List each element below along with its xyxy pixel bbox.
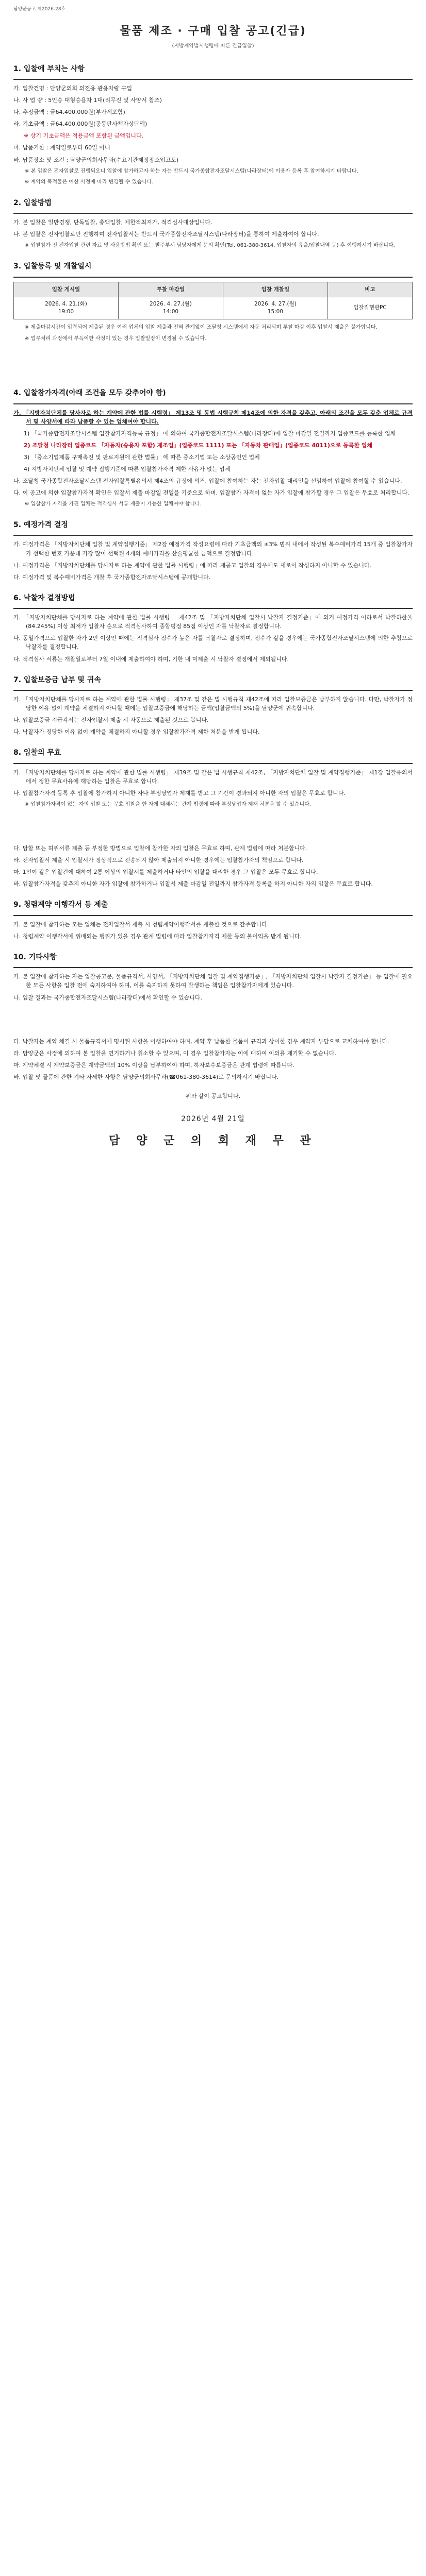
section-divider [13, 535, 413, 536]
notice-title: 물품 제조 · 구매 입찰 공고(긴급) [120, 24, 306, 38]
section-bid-method [13, 198, 413, 250]
section-heading: 1. 입찰에 부치는 사항 [13, 64, 85, 73]
paragraph: 가. 본 입찰에 참가하는 자는 입찰공고문, 물품규격서, 사양서, 「지방자치단체 입찰 및 계약집행기준」, 「지방자치단체 입찰시 낙찰자 결정기준」 등 입찰에 필요한 모든 사항을 입찰 전에 숙지하여야 하며, 이를 숙지하지 못하여 발생하는 책임은 입찰참가자에게 있습니다. [13, 973, 413, 989]
paragraph: 마. 납품기한 : 계약일로부터 60일 이내 [13, 144, 110, 151]
section-divider [13, 915, 413, 916]
paragraph: 가. 본 입찰에 참가하는 모든 업체는 전자입찰서 제출 시 청렴계약이행각서를 제출한 것으로 간주합니다. [13, 921, 269, 928]
section-divider [13, 967, 413, 968]
note: ※ 입찰참가 전 전자입찰 관련 자료 및 사용방법 확인 또는 발주부서 담당자에게 문의 확인(Tel. 061-380-3614, 입찰자의 유출/입찰내역 등) 후 이행하시기 바랍니다. [25, 243, 395, 249]
section-divider [13, 608, 413, 609]
section-heading: 3. 입찰등록 및 개찰일시 [13, 262, 92, 270]
note: ※ 본 입찰은 전자입찰로 진행되오니 입찰에 참가하고자 하는 자는 반드시 국가종합전자조달시스템(나라장터)에 이용자 등록 후 참여하시기 바랍니다. [25, 168, 358, 174]
spacer [13, 1005, 413, 1036]
section-heading: 7. 입찰보증금 납부 및 귀속 [13, 675, 101, 684]
doc-number: 담양군공고 제2026-28호 [13, 7, 66, 12]
paragraph: 마. 1인이 같은 입찰건에 대하여 2통 이상의 입찰서를 제출하거나 타인의 입찰을 대리한 경우 그 입찰은 모두 무효로 합니다. [13, 868, 318, 875]
paragraph: 라. 기초금액 : 금64,400,000원(공동판사책자상단액) [13, 121, 148, 128]
paragraph: 가. 본 입찰은 일반경쟁, 단독입찰, 총액입찰, 제한적최저가, 적격심사대상입니다. [13, 219, 212, 226]
section-bid-items [13, 64, 413, 187]
paragraph: 가. 예정가격은 「지방자치단체 입찰 및 계약집행기준」 제2장 예정가격 작성요령에 따라 기초금액의 ±3% 범위 내에서 작성된 복수예비가격 15개 중 입찰참가자가 선택한 번호 가운데 가장 많이 선택된 4개의 예비가격을 산술평균한 금액으로 결정합니다. [13, 541, 413, 557]
paragraph: 나. 입찰참가자격 등록 후 입찰에 참가하지 아니한 자나 부정당업자 제재를 받고 그 기간이 경과되지 아니한 자의 입찰은 무효로 합니다. [13, 790, 346, 797]
section-heading: 6. 낙찰자 결정방법 [13, 594, 75, 602]
paragraph: 3) 「중소기업제품 구매촉진 및 판로지원에 관한 법률」 에 따른 중소기업 또는 소상공인인 업체 [24, 454, 260, 461]
section-heading: 5. 예정가격 결정 [13, 520, 68, 529]
notice-document [0, 0, 426, 1171]
paragraph: 가. 「지방자치단체를 당사자로 하는 계약에 관한 법률 시행령」 제37조 및 같은 법 시행규칙 제42조에 따라 입찰보증금은 납부하지 않습니다. 다만, 낙찰자가 정당한 이유 없이 계약을 체결하지 아니할 때에는 입찰보증금에 해당하는 금액(입찰금액의 5%)을 담양군에 귀속합니다. [13, 696, 413, 712]
paragraph: 다. 낙찰자는 계약 체결 시 물품규격서에 명시된 사항을 이행하여야 하며, 계약 후 납품한 물품이 규격과 상이한 경우 계약자 부담으로 교체하여야 합니다. [13, 1038, 389, 1045]
paragraph: 나. 동일가격으로 입찰한 자가 2인 이상인 때에는 적격심사 점수가 높은 자를 낙찰자로 결정하며, 점수가 같을 경우에는 국가종합전자조달시스템에 의한 추첨으로 낙찰자를 결정합니다. [13, 635, 413, 651]
section-divider [13, 213, 413, 214]
section-heading: 4. 입찰참가자격(아래 조건을 모두 갖추어야 함) [13, 389, 166, 398]
note: ※ 입찰참가 자격을 가진 업체는 적격심사 서류 제출이 가능한 업체여야 합니다. [25, 501, 202, 507]
table-header-cell: 입찰 개찰일 [223, 282, 327, 297]
section-divider [13, 690, 413, 691]
table-header-cell: 입찰 게시일 [14, 282, 119, 297]
paragraph: 바. 납품장소 및 조건 : 담양군의회사무과(수요기관제정장소입고도) [13, 156, 179, 163]
table-header-row [14, 282, 413, 297]
notice-date: 2026년 4월 21일 [181, 1114, 245, 1123]
paragraph: 바. 입찰 및 물품에 관한 기타 자세한 사항은 담양군의회사무과(☎061-380-3614)로 문의하시기 바랍니다. [13, 1073, 279, 1080]
paragraph: 라. 전자입찰서 제출 시 입찰서가 정상적으로 전송되지 않아 제출되지 아니한 경우에는 입찰참가자의 책임으로 합니다. [13, 856, 304, 863]
section-bid-bond [13, 675, 413, 737]
emphasis-text: 가. 「지방자치단체를 당사자로 하는 계약에 관한 법률 시행령」 제13조 및 동법 시행규칙 제14조에 의한 자격을 갖추고, 아래의 조건을 모두 갖춘 업체로 규격서 및 사양서에 따라 납품할 수 있는 업체여야 합니다. [13, 409, 413, 425]
section-heading: 10. 기타사항 [13, 953, 57, 961]
paragraph: 다. 예정가격 및 복수예비가격은 개찰 후 국가종합전자조달시스템에 공개합니다. [13, 573, 211, 581]
paragraph: 마. 계약체결 시 계약보증금은 계약금액의 10% 이상을 납부하여야 하며, 하자보수보증금은 관계 법령에 따릅니다. [13, 1061, 294, 1069]
table-header-cell: 비고 [327, 282, 412, 297]
section-divider [13, 763, 413, 764]
table-cell: 입찰집행관PC [327, 297, 412, 319]
paragraph: 1) 「국가종합전자조달시스템 입찰참가자격등록 규정」 에 의하여 국가종합전자조달시스템(나라장터)에 입찰 마감일 전일까지 업종코드를 등록한 업체 [24, 430, 396, 437]
note: ※ 업무처리 과정에서 부득이한 사정이 있는 경우 입찰일정이 변경될 수 있습니다. [25, 335, 207, 342]
paragraph [13, 409, 413, 426]
table-cell: 2026. 4. 27.(월) 14:00 [118, 297, 223, 319]
section-integrity-pledge [13, 900, 413, 941]
paragraph: 나. 사 업 량 : 5인승 대형승용차 1대(리무진 및 사양서 참조) [13, 97, 162, 104]
paragraph: 다. 낙찰자가 정당한 이유 없이 계약을 체결하지 아니할 경우 입찰참가자격 제한 처분을 받게 됩니다. [13, 728, 260, 736]
table-cell: 2026. 4. 27.(월) 15:00 [223, 297, 327, 319]
note: ※ 입찰참가자격이 없는 자의 입찰 또는 무효 입찰을 한 자에 대해서는 관계 법령에 따라 부정당업자 제재 처분을 할 수 있습니다. [25, 802, 311, 808]
section-award-method [13, 593, 413, 664]
table-cell: 2026. 4. 21.(화) 19:00 [14, 297, 119, 319]
paragraph: 나. 본 입찰은 전자입찰로만 진행하며 전자입찰서는 반드시 국가종합전자조달시스템(나라장터)을 통하여 제출하여야 합니다. [13, 231, 319, 238]
paragraph: 다. 이 공고에 의한 입찰참가자격 확인은 입찰서 제출 마감일 전일을 기준으로 하며, 입찰참가 자격이 없는 자가 입찰에 참가할 경우 그 입찰은 무효로 처리합니다. [13, 489, 409, 497]
schedule-table [13, 282, 413, 320]
section-other-matters [13, 952, 413, 1081]
paragraph: 가. 「지방자치단체를 당사자로 하는 계약에 관한 법률 시행령」 제39조 및 같은 법 시행규칙 제42조, 「지방자치단체 입찰 및 계약집행기준」 제1장 입찰유의서에서 정한 무효사유에 해당하는 입찰은 무효로 합니다. [13, 769, 413, 785]
section-estimated-price [13, 520, 413, 582]
paragraph: 나. 입찰보증금 지급각서는 전자입찰서 제출 시 자동으로 제출된 것으로 봅니다. [13, 717, 209, 724]
section-heading: 8. 입찰의 무효 [13, 749, 61, 757]
paragraph: 바. 입찰참가자격을 갖추지 아니한 자가 입찰에 참가하거나 입찰서 제출 마감일 전일까지 참가자격 등록을 하지 아니한 자의 입찰은 무효로 합니다. [13, 880, 373, 887]
paragraph: 다. 추정금액 : 금64,400,000원(부가세포함) [13, 109, 125, 116]
paragraph [13, 441, 413, 450]
section-divider [13, 403, 413, 404]
paragraph: 나. 입찰 결과는 국가종합전자조달시스템(나라장터)에서 확인할 수 있습니다. [13, 994, 202, 1001]
notice-subtitle: (지방계약법시행령에 따른 긴급입찰) [172, 43, 254, 49]
section-divider [13, 79, 413, 80]
spacer [13, 812, 413, 843]
issuing-agency: 담 양 군 의 회 재 무 관 [109, 1134, 317, 1147]
paragraph: ※ 상기 기초금액은 적용금액 포함된 금액입니다. [24, 132, 144, 140]
emphasis-text: 2) 조달청 나라장터 업종코드 「자동차(승용차 포함) 제조업」(업종코드 1111) 또는 「자동차 판매업」(업종코드 4011)으로 등록한 업체 [24, 442, 373, 449]
section-divider [13, 277, 413, 278]
section-heading: 2. 입찰방법 [13, 198, 52, 207]
paragraph: 다. 적격심사 서류는 개찰일로부터 7일 이내에 제출하여야 하며, 기한 내 미제출 시 낙찰자 결정에서 제외됩니다. [13, 655, 289, 663]
section-eligibility [13, 388, 413, 509]
note: ※ 계약의 목적물은 예산 사정에 따라 변경될 수 있습니다. [25, 179, 154, 185]
paragraph: 4) 지방자치단체 입찰 및 계약 집행기준에 따른 입찰참가자격 제한 사유가 없는 업체 [24, 466, 231, 473]
section-invalid-bids [13, 748, 413, 888]
paragraph: 나. 조달청 국가종합전자조달시스템 전자입찰특별유의서 제4조의 규정에 의거, 입찰에 참여하는 자는 전자입찰 대리인을 선임하여 입찰에 참여할 수 있습니다. [13, 478, 402, 485]
table-row [14, 297, 413, 319]
spacer [13, 346, 413, 377]
paragraph: 라. 담양군은 사정에 의하여 본 입찰을 연기하거나 취소할 수 있으며, 이 경우 입찰참가자는 이에 대하여 이의를 제기할 수 없습니다. [13, 1049, 336, 1057]
paragraph: 나. 예정가격은 「지방자치단체를 당사자로 하는 계약에 관한 법률 시행령」에 따라 재공고 입찰의 경우에도 새로이 작성하지 아니할 수 있습니다. [13, 562, 372, 569]
section-heading: 9. 청렴계약 이행각서 등 제출 [13, 900, 108, 909]
paragraph: 가. 입찰건명 : 담양군의회 의전용 관용차량 구입 [13, 85, 133, 92]
section-schedule [13, 261, 413, 343]
paragraph: 가. 「지방자치단체를 당사자로 하는 계약에 관한 법률 시행령」 제42조 및 「지방자치단체 입찰시 낙찰자 결정기준」에 의거 예정가격 이하로서 낙찰하한율(84.245%) 이상 최저가 입찰자 순으로 적격심사하여 종합평점 85점 이상인 자를 낙찰자로 결정합니다. [13, 614, 413, 630]
paragraph: 나. 청렴계약 이행각서에 위배되는 행위가 있을 경우 관계 법령에 따라 입찰참가자격 제한 등의 불이익을 받게 됩니다. [13, 933, 302, 940]
closing-statement: 위와 같이 공고합니다. [185, 1092, 241, 1099]
note: ※ 제출마감시간이 입력되어 제출된 경우 여러 업체의 입찰 제출과 전혀 관계없이 조달청 시스템에서 자동 처리되며 투찰 마감 이후 입찰서 제출은 불가합니다. [25, 325, 378, 331]
paragraph: 다. 담합 또는 허위서류 제출 등 부정한 방법으로 입찰에 참가한 자의 입찰은 무효로 하며, 관계 법령에 따라 처분합니다. [13, 844, 307, 852]
table-header-cell: 투찰 마감일 [118, 282, 223, 297]
